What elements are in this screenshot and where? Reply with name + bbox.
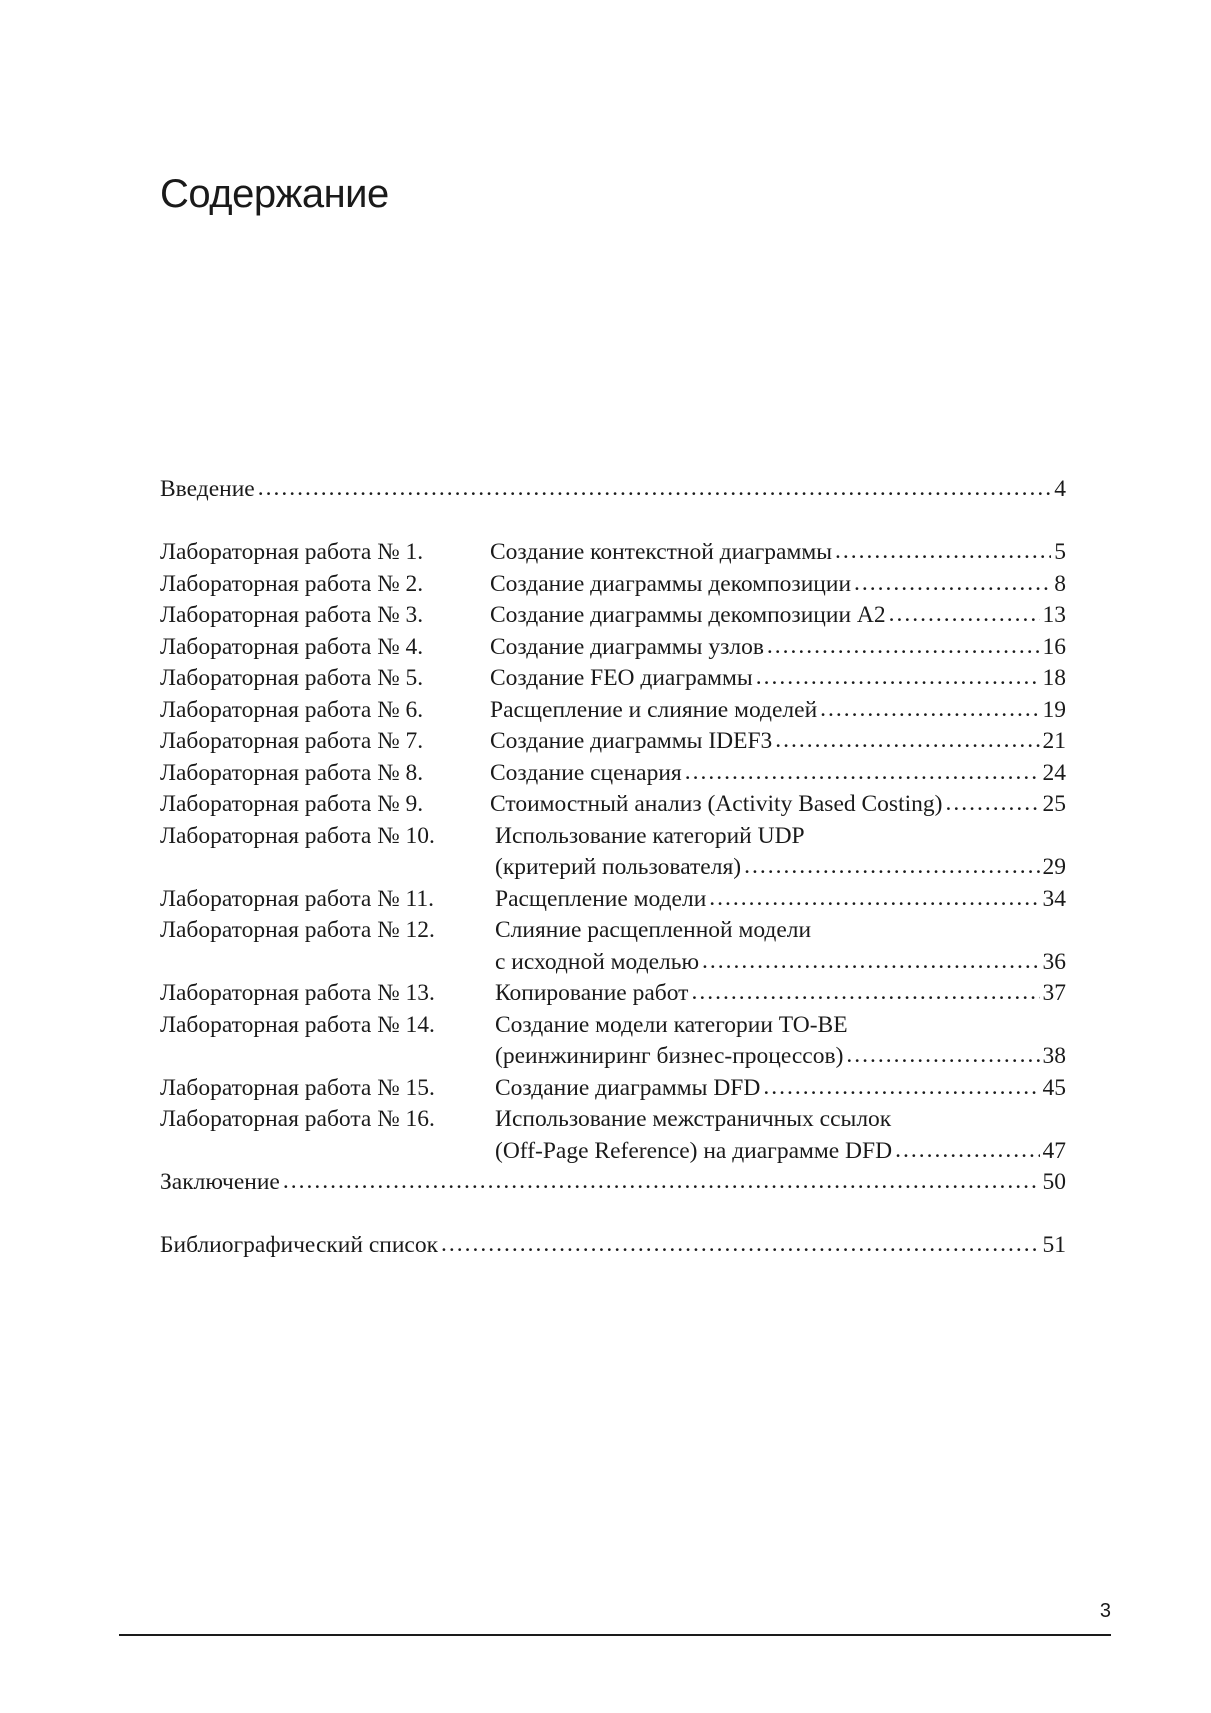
toc-page-number: 13	[1042, 602, 1066, 628]
dot-leader	[889, 599, 1040, 631]
toc-entry-lab[interactable]	[160, 978, 1066, 1010]
lab-title: Расщепление и слияние моделей	[490, 696, 818, 723]
toc-entry-bibliography[interactable]	[160, 1230, 1066, 1262]
toc-entry-label	[160, 1010, 848, 1042]
lab-title: Расщепление модели	[495, 885, 707, 912]
toc-entry-lab[interactable]	[160, 758, 1066, 790]
toc-entry-label	[160, 663, 753, 695]
lab-number: Лабораторная работа № 5.	[160, 665, 424, 691]
toc-entry-label	[160, 1041, 843, 1073]
toc-entry-lab-continuation[interactable]	[160, 1136, 1066, 1168]
lab-number: Лабораторная работа № 1.	[160, 539, 424, 565]
dot-leader	[685, 757, 1040, 789]
toc-page-number: 38	[1042, 1043, 1066, 1069]
lab-title: Стоимостный анализ (Activity Based Costing)	[490, 791, 943, 817]
toc-entry-label	[160, 884, 706, 916]
table-of-contents	[160, 474, 1066, 1262]
dot-leader	[945, 788, 1039, 820]
dot-leader	[767, 631, 1040, 663]
toc-page-number: 19	[1042, 696, 1066, 723]
dot-leader	[283, 1166, 1040, 1198]
toc-entry-label	[160, 978, 688, 1010]
toc-entry-label	[160, 789, 942, 821]
dot-leader	[702, 946, 1040, 978]
dot-leader	[763, 1072, 1039, 1104]
toc-entry-lab[interactable]	[160, 632, 1066, 664]
dot-leader	[835, 536, 1051, 568]
lab-title: Использование межстраничных ссылок	[495, 1106, 892, 1132]
toc-entry-lab[interactable]	[160, 695, 1066, 727]
toc-entry-lab[interactable]	[160, 726, 1066, 758]
lab-number: Лабораторная работа № 11.	[160, 885, 435, 912]
lab-number: Лабораторная работа № 16.	[160, 1106, 435, 1132]
toc-page-number: 21	[1042, 728, 1066, 754]
lab-title: Создание диаграммы IDEF3	[490, 728, 773, 754]
toc-entry-label: Библиографический список	[160, 1232, 439, 1258]
toc-entry-lab-continuation[interactable]	[160, 852, 1066, 884]
lab-title: Создание диаграммы узлов	[490, 633, 764, 660]
dot-leader	[756, 662, 1040, 694]
toc-page-number: 51	[1042, 1232, 1066, 1258]
lab-number: Лабораторная работа № 13.	[160, 980, 435, 1006]
toc-entry-lab[interactable]	[160, 569, 1066, 601]
lab-number: Лабораторная работа № 15.	[160, 1074, 435, 1101]
dot-leader	[709, 883, 1039, 915]
toc-entry-lab[interactable]	[160, 821, 1066, 853]
lab-title: Создание модели категории TO-BE	[495, 1011, 848, 1038]
toc-page-number: 47	[1042, 1137, 1066, 1164]
lab-title: Создание сценария	[490, 759, 682, 786]
toc-entry-lab[interactable]	[160, 1073, 1066, 1105]
page-title: Содержание	[160, 172, 389, 216]
lab-title: Слияние расщепленной модели	[495, 917, 812, 943]
toc-page-number: 4	[1054, 476, 1066, 502]
lab-number: Лабораторная работа № 9.	[160, 791, 424, 817]
toc-page-number: 45	[1042, 1074, 1066, 1101]
lab-number: Лабораторная работа № 14.	[160, 1011, 435, 1038]
toc-entry-label	[160, 1136, 892, 1168]
toc-entry-label	[160, 947, 699, 979]
toc-entry-label	[160, 1104, 891, 1136]
toc-entry-label	[160, 537, 832, 569]
lab-title: Создание контекстной диаграммы	[490, 539, 833, 565]
toc-page-number: 24	[1042, 759, 1066, 786]
toc-entry-lab[interactable]	[160, 915, 1066, 947]
toc-page-number: 16	[1042, 633, 1066, 660]
lab-title: Создание диаграммы декомпозиции	[490, 570, 852, 597]
lab-title: Копирование работ	[495, 980, 689, 1006]
toc-page-number: 29	[1042, 854, 1066, 880]
toc-entry-label: Заключение	[160, 1169, 280, 1195]
lab-number: Лабораторная работа № 3.	[160, 602, 424, 628]
lab-number: Лабораторная работа № 4.	[160, 633, 424, 660]
toc-entry-lab[interactable]	[160, 789, 1066, 821]
toc-entry-label	[160, 600, 886, 632]
toc-entry-label	[160, 632, 764, 664]
toc-entry-label	[160, 852, 741, 884]
toc-entry-lab[interactable]	[160, 1104, 1066, 1136]
lab-title-continued: (критерий пользователя)	[495, 854, 742, 880]
dot-leader	[744, 851, 1039, 883]
toc-page-number: 34	[1042, 885, 1066, 912]
page-number: 3	[1099, 1600, 1111, 1622]
toc-entry-label	[160, 726, 772, 758]
toc-entry-label	[160, 915, 811, 947]
toc-page-number: 50	[1042, 1169, 1066, 1195]
toc-entry-label	[160, 1073, 760, 1105]
lab-title: Создание диаграммы DFD	[495, 1074, 761, 1101]
lab-title: Создание FEO диаграммы	[490, 665, 753, 691]
toc-page-number: 8	[1054, 570, 1066, 597]
toc-page-number: 37	[1042, 980, 1066, 1006]
dot-leader	[846, 1040, 1039, 1072]
dot-leader	[895, 1135, 1039, 1167]
lab-title: Создание диаграммы декомпозиции A2	[490, 602, 886, 628]
lab-title-continued: с исходной моделью	[495, 948, 699, 975]
toc-entry-lab[interactable]	[160, 600, 1066, 632]
lab-number: Лабораторная работа № 7.	[160, 728, 424, 754]
lab-number: Лабораторная работа № 2.	[160, 570, 424, 597]
dot-leader	[441, 1229, 1039, 1261]
lab-number: Лабораторная работа № 10.	[160, 822, 435, 849]
dot-leader	[854, 568, 1051, 600]
lab-number: Лабораторная работа № 6.	[160, 696, 424, 723]
toc-entry-lab-continuation[interactable]	[160, 1041, 1066, 1073]
toc-entry-lab[interactable]	[160, 884, 1066, 916]
toc-page-number: 18	[1042, 665, 1066, 691]
lab-title-continued: (Off-Page Reference) на диаграмме DFD	[495, 1137, 893, 1164]
toc-page-number: 36	[1042, 948, 1066, 975]
lab-number: Лабораторная работа № 8.	[160, 759, 424, 786]
toc-entry-conclusion[interactable]	[160, 1167, 1066, 1199]
toc-labs	[160, 537, 1066, 1167]
toc-entry-lab[interactable]	[160, 1010, 1066, 1042]
dot-leader	[820, 694, 1039, 726]
toc-entry-label	[160, 695, 817, 727]
toc-entry-lab[interactable]	[160, 663, 1066, 695]
toc-entry-label: Введение	[160, 476, 255, 502]
toc-entry-intro[interactable]	[160, 474, 1066, 506]
lab-number: Лабораторная работа № 12.	[160, 917, 435, 943]
dot-leader	[775, 725, 1039, 757]
toc-page-number: 5	[1054, 539, 1066, 565]
lab-title-continued: (реинжиниринг бизнес-процессов)	[495, 1043, 844, 1069]
toc-entry-label	[160, 821, 805, 853]
toc-entry-label	[160, 569, 851, 601]
toc-entry-lab-continuation[interactable]	[160, 947, 1066, 979]
dot-leader	[258, 473, 1052, 505]
toc-entry-lab[interactable]	[160, 537, 1066, 569]
footer-rule	[119, 1634, 1111, 1636]
dot-leader	[691, 977, 1039, 1009]
lab-title: Использование категорий UDP	[495, 822, 805, 849]
toc-entry-label	[160, 758, 682, 790]
toc-page-number: 25	[1042, 791, 1066, 817]
